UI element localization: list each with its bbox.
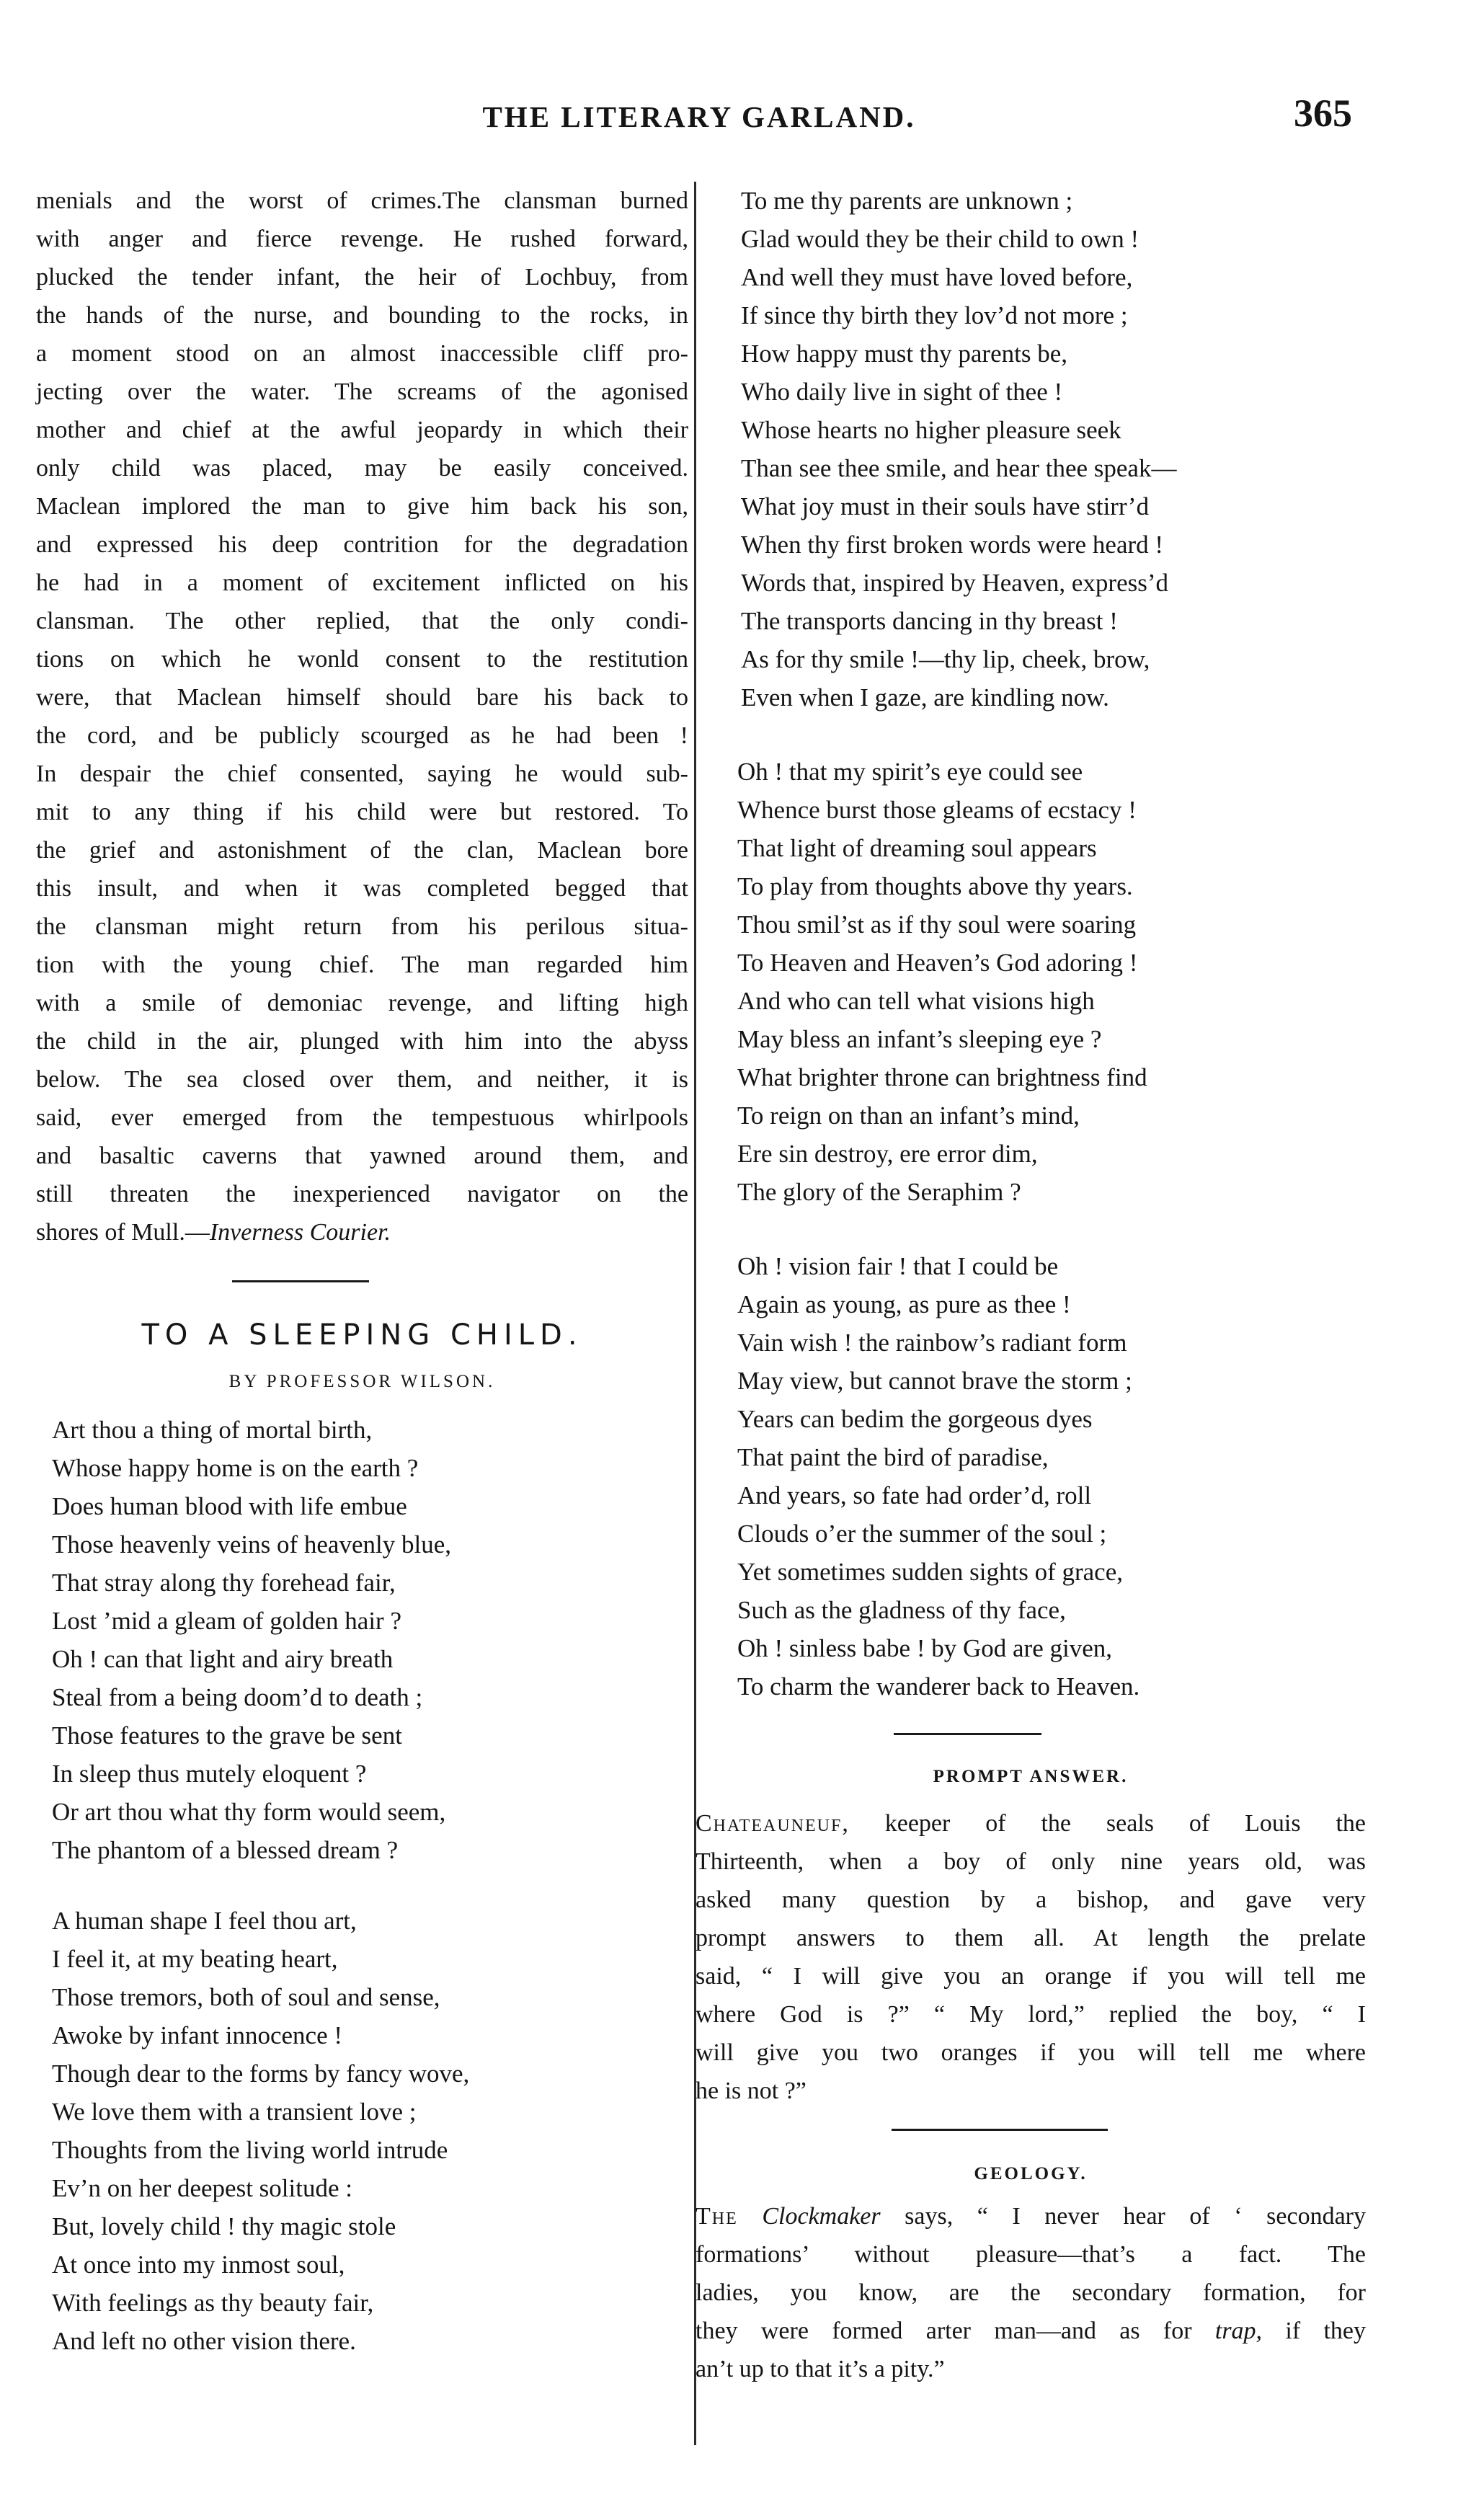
- text-line: below. The sea closed over them, and neither, it is: [36, 1066, 688, 1093]
- verse-line: Yet sometimes sudden sights of grace,: [737, 1558, 1123, 1586]
- text-line: the hands of the nurse, and bounding to the rocks, in: [36, 302, 688, 329]
- story-source: Inverness Courier.: [209, 1219, 391, 1246]
- verse-line: Does human blood with life embue: [52, 1492, 407, 1520]
- verse-line: Again as young, as pure as thee !: [737, 1290, 1071, 1318]
- text-line: jecting over the water. The screams of the agonised: [36, 378, 688, 405]
- text-line: mother and chief at the awful jeopardy in which their: [36, 417, 688, 443]
- text-line: [696, 2197, 1366, 2235]
- verse-line: Clouds o’er the summer of the soul ;: [737, 1520, 1107, 1548]
- verse-line: Though dear to the forms by fancy wove,: [52, 2060, 470, 2088]
- text-line: clansman. The other replied, that the only condi-: [36, 608, 688, 634]
- text-run: Clockmaker: [762, 2203, 881, 2230]
- text-line: the child in the air, plunged with him into the abyss: [36, 1028, 688, 1055]
- verse-line: Awoke by infant innocence !: [52, 2021, 343, 2049]
- verse-line: And who can tell what visions high: [737, 987, 1095, 1015]
- text-run: trap,: [1214, 2318, 1263, 2344]
- verse-line: Ere sin destroy, ere error dim,: [737, 1140, 1038, 1168]
- text-line: he is not ?”: [696, 2078, 807, 2104]
- verse-line: In sleep thus mutely eloquent ?: [52, 1760, 367, 1788]
- text-line: Maclean implored the man to give him back his son,: [36, 493, 688, 520]
- verse-line: As for thy smile !—thy lip, cheek, brow,: [741, 645, 1150, 673]
- verse-line: But, lovely child ! thy magic stole: [52, 2212, 396, 2240]
- text-line: still threaten the inexperienced navigator on the: [36, 1181, 688, 1207]
- verse-line: May bless an infant’s sleeping eye ?: [737, 1025, 1102, 1053]
- text-line: prompt answers to them all. At length the prelate: [696, 1925, 1366, 1951]
- text-run: shores of Mull.—: [36, 1219, 210, 1246]
- verse-line: Ev’n on her deepest solitude :: [52, 2174, 352, 2202]
- verse-line: Oh ! sinless babe ! by God are given,: [737, 1634, 1113, 1662]
- verse-line: Whose happy home is on the earth ?: [52, 1454, 419, 1482]
- verse-line: Words that, inspired by Heaven, express’d: [741, 569, 1169, 597]
- text-line: where God is ?” “ My lord,” replied the boy, “ I: [696, 2001, 1366, 2028]
- verse-line: Oh ! that my spirit’s eye could see: [737, 758, 1083, 786]
- text-line: In despair the chief consented, saying he would sub-: [36, 761, 688, 787]
- text-line: the grief and astonishment of the clan, Maclean bore: [36, 837, 688, 864]
- verse-line: Thou smil’st as if thy soul were soaring: [737, 910, 1137, 939]
- verse-line: To play from thoughts above thy years.: [737, 872, 1133, 900]
- verse-line: Glad would they be their child to own !: [741, 225, 1139, 253]
- verse-line: Those tremors, both of soul and sense,: [52, 1983, 440, 2011]
- text-line: formations’ without pleasure—that’s a fact. The: [696, 2241, 1366, 2268]
- text-line: an’t up to that it’s a pity.”: [696, 2356, 945, 2382]
- text-run: if they: [1285, 2318, 1367, 2344]
- section-rule: [894, 1733, 1041, 1735]
- text-line: a moment stood on an almost inaccessible cliff pro-: [36, 340, 688, 367]
- section-rule: [232, 1280, 369, 1282]
- verse-line: How happy must thy parents be,: [741, 340, 1067, 368]
- verse-line: That stray along thy forehead fair,: [52, 1569, 396, 1597]
- verse-line: Those heavenly veins of heavenly blue,: [52, 1530, 451, 1559]
- verse-line: Art thou a thing of mortal birth,: [52, 1416, 373, 1444]
- verse-line: What joy must in their souls have stirr’d: [741, 492, 1150, 520]
- text-line: said, ever emerged from the tempestuous whirlpools: [36, 1104, 688, 1131]
- text-run: Chateauneuf,: [696, 1810, 850, 1837]
- verse-line: Thoughts from the living world intrude: [52, 2136, 448, 2164]
- poem-title: TO A SLEEPING CHILD.: [141, 1318, 583, 1352]
- text-line: menials and the worst of crimes.The clansman burned: [36, 187, 688, 214]
- poem-stanza-1: [52, 1411, 688, 1869]
- poem-author: BY PROFESSOR WILSON.: [228, 1372, 496, 1391]
- verse-line: And well they must have loved before,: [741, 263, 1133, 291]
- text-line: were, that Maclean himself should bare his back to: [36, 684, 688, 711]
- prompt-answer-title: PROMPT ANSWER.: [933, 1767, 1129, 1786]
- poem-stanza-3: [741, 182, 1366, 717]
- text-line: ladies, you know, are the secondary formation, for: [696, 2279, 1366, 2306]
- right-column: [696, 182, 1366, 2388]
- text-run: says, “ I never hear of ‘ secondary: [905, 2203, 1367, 2230]
- text-line: [696, 1804, 1366, 1843]
- text-line: this insult, and when it was completed begged that: [36, 875, 688, 902]
- verse-line: Such as the gladness of thy face,: [737, 1596, 1066, 1624]
- text-line: [696, 2312, 1366, 2350]
- verse-line: May view, but cannot brave the storm ;: [737, 1367, 1132, 1395]
- verse-line: We love them with a transient love ;: [52, 2098, 417, 2126]
- verse-line: The phantom of a blessed dream ?: [52, 1836, 399, 1864]
- text-run: they were formed arter man—and as for: [696, 2318, 1192, 2344]
- verse-line: I feel it, at my beating heart,: [52, 1945, 338, 1973]
- poem-stanza-2: [52, 1902, 688, 2360]
- text-line: he had in a moment of excitement inflicted on his: [36, 569, 688, 596]
- running-title: THE LITERARY GARLAND.: [482, 100, 916, 133]
- text-line: and basaltic caverns that yawned around them, and: [36, 1143, 688, 1169]
- verse-line: Who daily live in sight of thee !: [741, 378, 1063, 406]
- verse-line: Even when I gaze, are kindling now.: [741, 683, 1109, 711]
- verse-line: And years, so fate had order’d, roll: [737, 1481, 1092, 1509]
- verse-line: Years can bedim the gorgeous dyes: [737, 1405, 1093, 1433]
- text-run: The: [696, 2203, 738, 2230]
- story-last-line: [36, 1213, 688, 1251]
- geology-text: [696, 2197, 1366, 2388]
- text-line: and expressed his deep contrition for the degradation: [36, 531, 688, 558]
- verse-line: The transports dancing in thy breast !: [741, 607, 1118, 635]
- text-line: asked many question by a bishop, and gave very: [696, 1886, 1366, 1913]
- text-line: with a smile of demoniac revenge, and lifting high: [36, 990, 688, 1016]
- text-line: only child was placed, may be easily conceived.: [36, 455, 688, 482]
- verse-line: When thy first broken words were heard !: [741, 531, 1164, 559]
- text-line: tion with the young chief. The man regarded him: [36, 952, 688, 978]
- prompt-answer-text: [696, 1804, 1366, 2110]
- verse-line: Oh ! vision fair ! that I could be: [737, 1252, 1059, 1280]
- verse-line: To me thy parents are unknown ;: [741, 187, 1073, 215]
- story-continuation: [36, 182, 688, 1251]
- verse-line: Vain wish ! the rainbow’s radiant form: [737, 1329, 1127, 1357]
- verse-line: A human shape I feel thou art,: [52, 1907, 357, 1935]
- verse-line: That paint the bird of paradise,: [737, 1443, 1049, 1471]
- text-line: with anger and fierce revenge. He rushed forward,: [36, 226, 688, 252]
- verse-line: That light of dreaming soul appears: [737, 834, 1097, 862]
- verse-line: To Heaven and Heaven’s God adoring !: [737, 949, 1138, 977]
- text-line: tions on which he wonld consent to the restitution: [36, 646, 688, 673]
- verse-line: To charm the wanderer back to Heaven.: [737, 1672, 1140, 1701]
- left-column: [36, 182, 688, 2360]
- verse-line: Whence burst those gleams of ecstacy !: [737, 796, 1137, 824]
- page-number: 365: [1294, 92, 1352, 135]
- text-line: plucked the tender infant, the heir of Lochbuy, from: [36, 264, 688, 291]
- text-line: the cord, and be publicly scourged as he had been !: [36, 722, 688, 749]
- verse-line: Whose hearts no higher pleasure seek: [741, 416, 1121, 444]
- verse-line: And left no other vision there.: [52, 2327, 356, 2355]
- text-line: said, “ I will give you an orange if you will tell me: [696, 1963, 1366, 1990]
- text-line: the clansman might return from his perilous situa-: [36, 913, 688, 940]
- geology-title: GEOLOGY.: [974, 2164, 1088, 2183]
- verse-line: With feelings as thy beauty fair,: [52, 2289, 374, 2317]
- verse-line: The glory of the Seraphim ?: [737, 1178, 1021, 1206]
- text-run: keeper of the seals of Louis the: [884, 1810, 1366, 1837]
- verse-line: If since thy birth they lov’d not more ;: [741, 301, 1128, 329]
- verse-line: Oh ! can that light and airy breath: [52, 1645, 394, 1673]
- verse-line: At once into my inmost soul,: [52, 2251, 345, 2279]
- verse-line: Than see thee smile, and hear thee speak—: [741, 454, 1177, 482]
- verse-line: Those features to the grave be sent: [52, 1721, 402, 1750]
- section-rule: [892, 2129, 1108, 2131]
- text-line: Thirteenth, when a boy of only nine years old, was: [696, 1848, 1366, 1875]
- verse-line: Steal from a being doom’d to death ;: [52, 1683, 423, 1711]
- poem-stanza-4: [737, 753, 1366, 1211]
- text-line: mit to any thing if his child were but restored. To: [36, 799, 688, 825]
- verse-line: Lost ’mid a gleam of golden hair ?: [52, 1607, 401, 1635]
- verse-line: To reign on than an infant’s mind,: [737, 1101, 1080, 1130]
- text-line: will give you two oranges if you will tell me where: [696, 2039, 1366, 2066]
- verse-line: Or art thou what thy form would seem,: [52, 1798, 446, 1826]
- poem-stanza-5: [737, 1247, 1366, 1706]
- verse-line: What brighter throne can brightness find: [737, 1063, 1147, 1091]
